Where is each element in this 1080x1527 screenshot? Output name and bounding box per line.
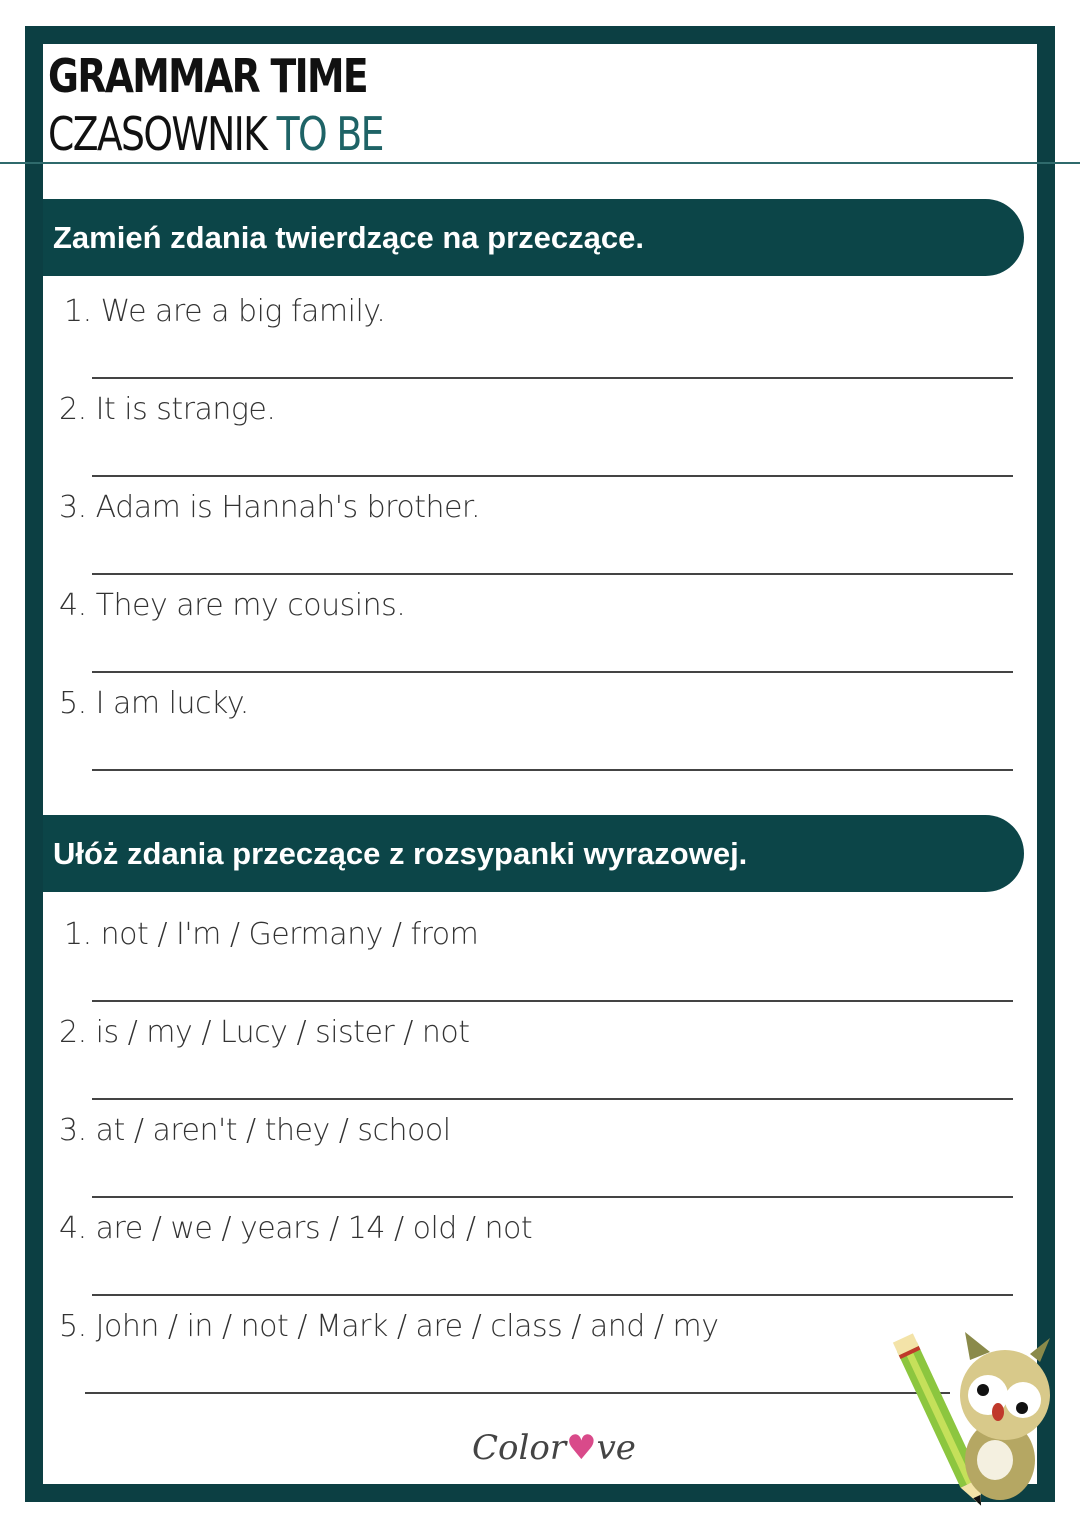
exercise-item: 2. It is strange. <box>59 392 276 427</box>
page-subtitle <box>48 108 383 160</box>
answer-line[interactable] <box>92 1294 1013 1296</box>
exercise-item: 4. are / we / years / 14 / old / not <box>59 1211 533 1246</box>
answer-line[interactable] <box>92 475 1013 477</box>
colorlove-logo: Color♥ve <box>472 1428 636 1468</box>
exercise-item: 1. We are a big family. <box>64 294 386 329</box>
exercise-item: 2. is / my / Lucy / sister / not <box>59 1015 470 1050</box>
exercise-item: 3. at / aren't / they / school <box>59 1113 451 1148</box>
answer-line[interactable] <box>92 769 1013 771</box>
exercise-item: 5. I am lucky. <box>59 686 249 721</box>
header-divider <box>0 162 1080 164</box>
answer-line[interactable] <box>92 1098 1013 1100</box>
answer-line[interactable] <box>85 1392 950 1394</box>
exercise-item: 3. Adam is Hannah's brother. <box>59 490 481 525</box>
answer-line[interactable] <box>92 671 1013 673</box>
exercise-item: 5. John / in / not / Mark / are / class / and / my <box>59 1309 719 1344</box>
answer-line[interactable] <box>92 573 1013 575</box>
page-title: GRAMMAR TIME <box>48 49 368 103</box>
answer-line[interactable] <box>92 1196 1013 1198</box>
subtitle-accent: TO BE <box>276 107 383 161</box>
exercise-item: 4. They are my cousins. <box>59 588 406 623</box>
section-2-banner: Ułóż zdania przeczące z rozsypanki wyrazowej. <box>43 815 1024 892</box>
exercise-item: 1. not / I'm / Germany / from <box>64 917 479 952</box>
answer-line[interactable] <box>92 377 1013 379</box>
subtitle-main: CZASOWNIK <box>48 107 267 161</box>
owl-pencil-illustration <box>890 1320 1070 1520</box>
answer-line[interactable] <box>92 1000 1013 1002</box>
section-1-banner: Zamień zdania twierdzące na przeczące. <box>43 199 1024 276</box>
